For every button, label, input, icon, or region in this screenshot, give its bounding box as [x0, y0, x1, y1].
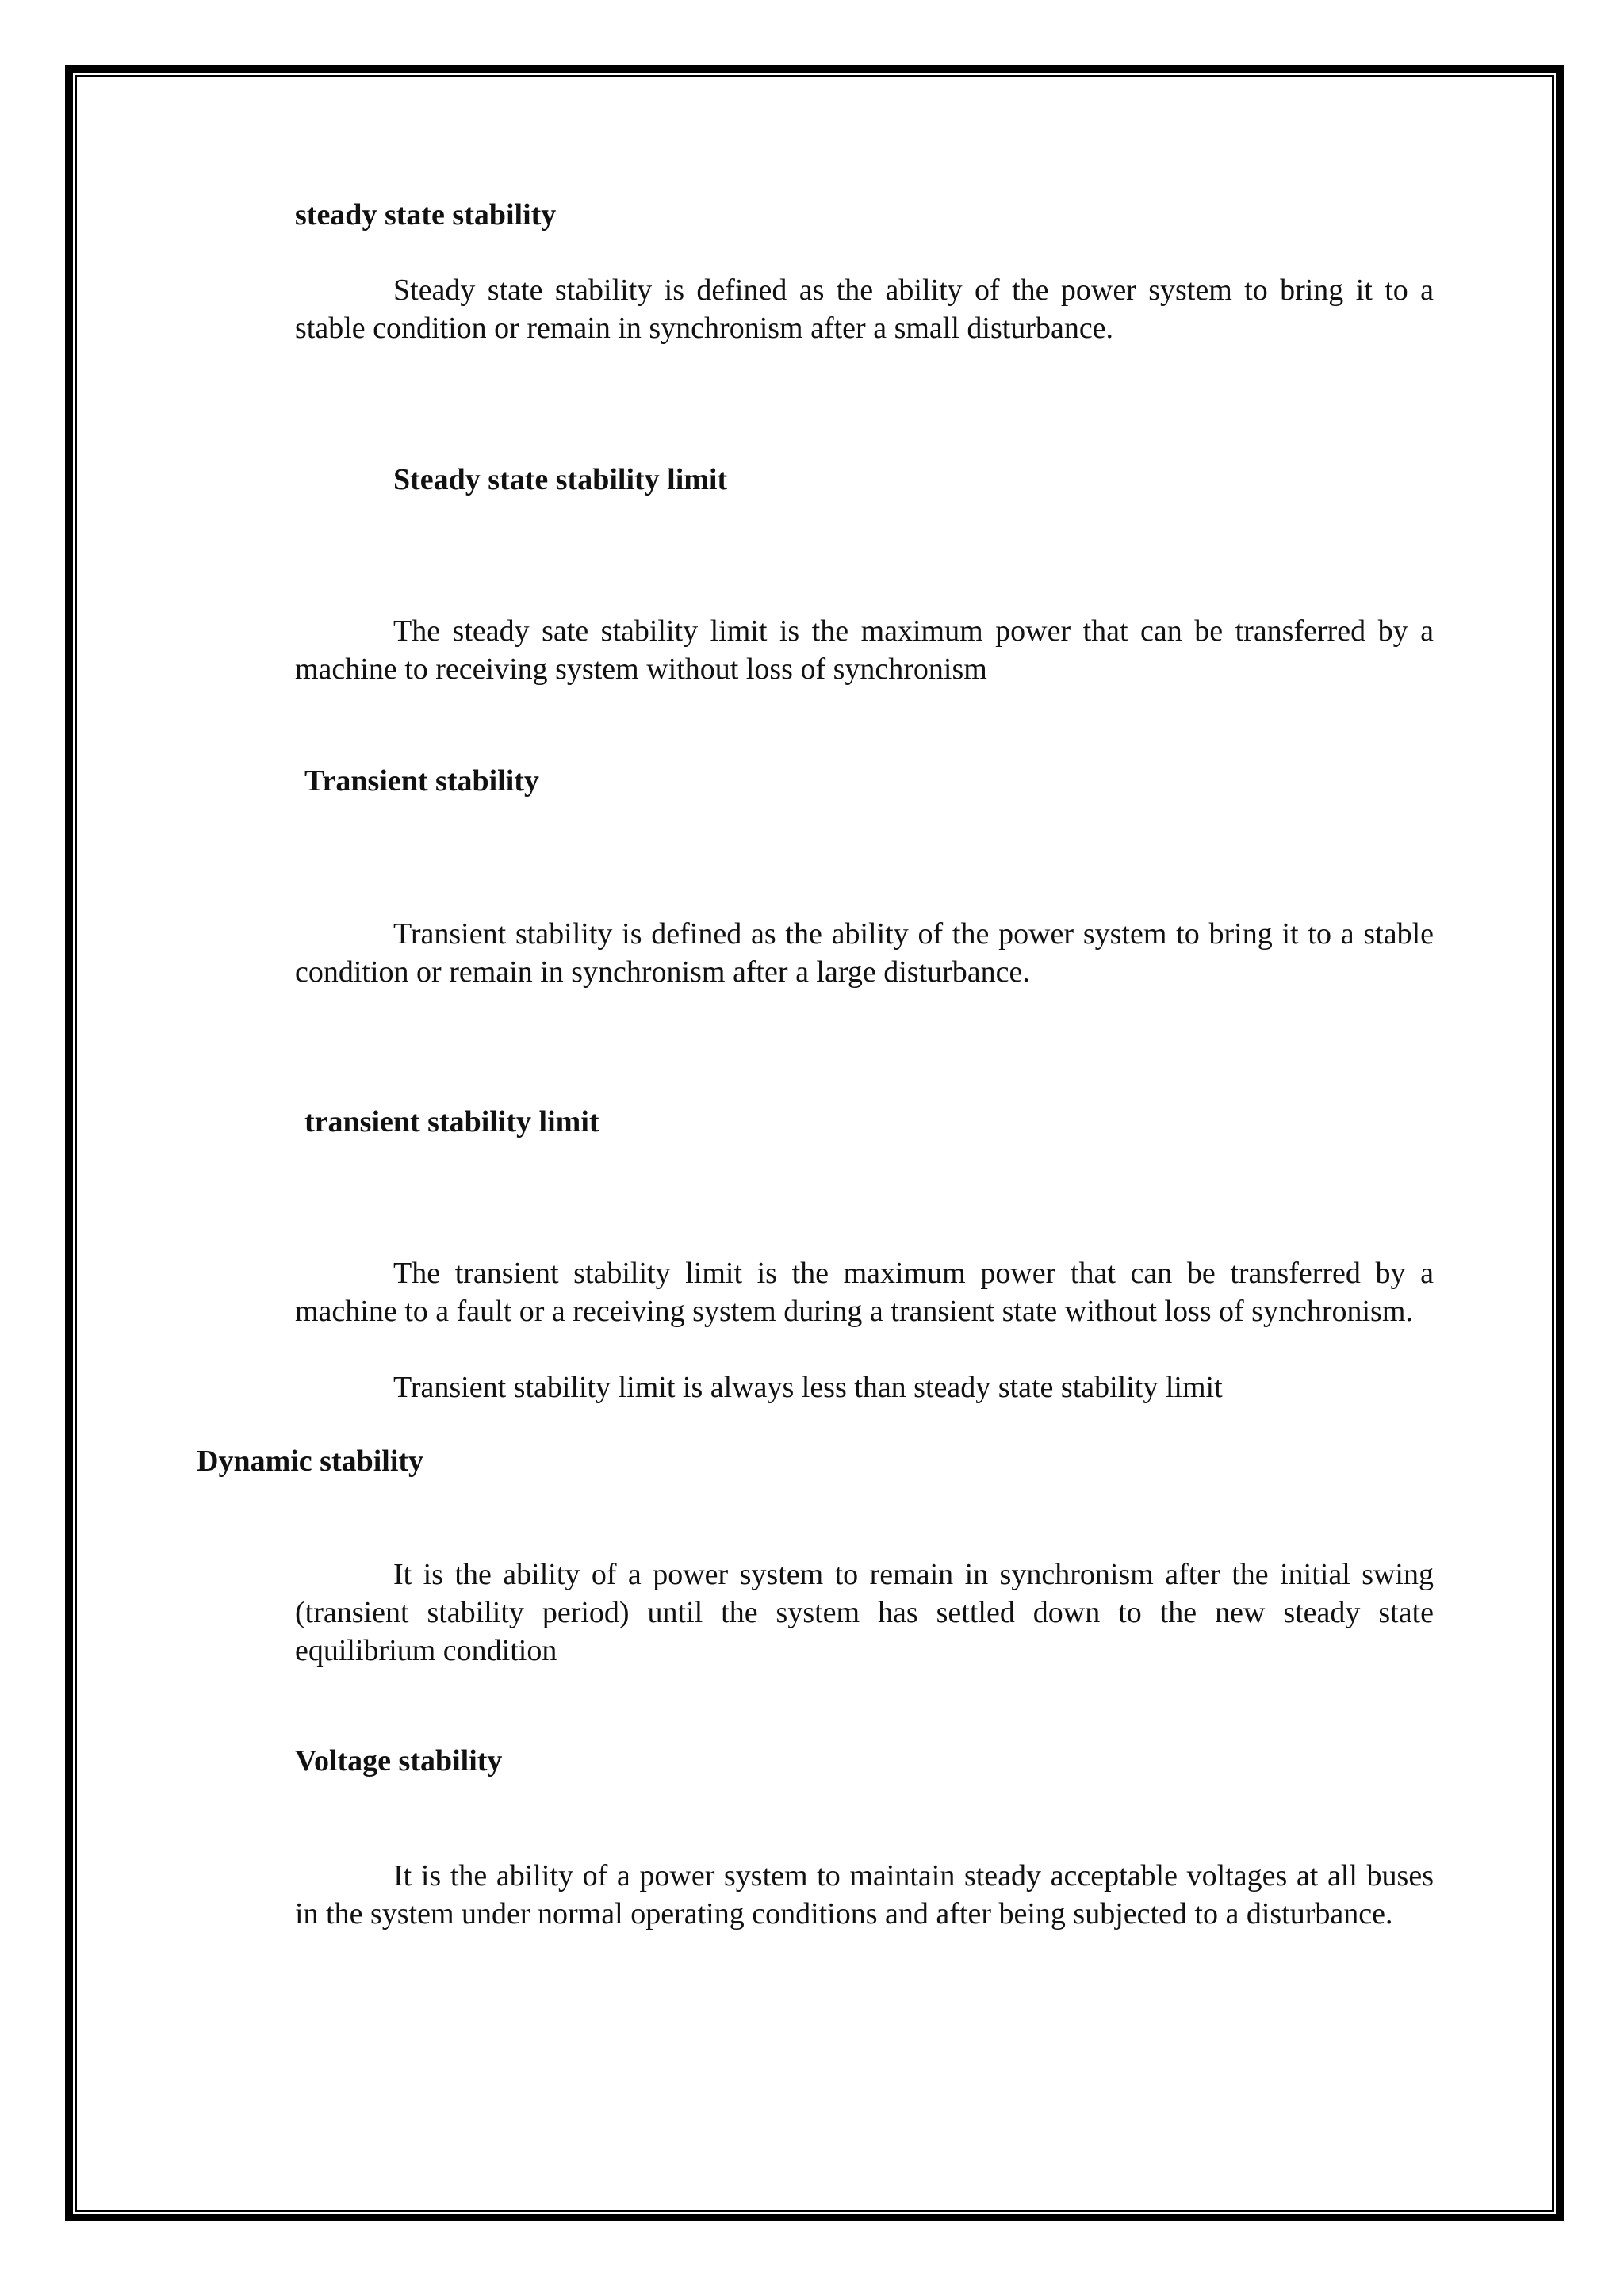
- note-transient-stability-limit: Transient stability limit is always less than steady state stability limit: [393, 1371, 1223, 1404]
- paragraph-text: It is the ability of a power system to remain in synchronism after the initial swing (transient stability period) until the system has settled down to the new steady state equilibrium condition: [295, 1558, 1434, 1667]
- paragraph-text: Steady state stability is defined as the ability of the power system to bring it to a stable condition or remain in synchronism after a small disturbance.: [295, 274, 1434, 345]
- heading-dynamic-stability: Dynamic stability: [197, 1445, 424, 1478]
- paragraph-dynamic-stability: [295, 1556, 1434, 1670]
- heading-steady-state-stability: steady state stability: [295, 198, 557, 232]
- paragraph-transient-stability-limit: [295, 1254, 1434, 1330]
- paragraph-text: Transient stability is defined as the ability of the power system to bring it to a stable condition or remain in synchronism after a large disturbance.: [295, 917, 1434, 989]
- paragraph-text: The steady sate stability limit is the maximum power that can be transferred by a machine to receiving system without loss of synchronism: [295, 614, 1434, 686]
- paragraph-steady-state-stability: [295, 271, 1434, 347]
- paragraph-text: The transient stability limit is the maximum power that can be transferred by a machine to a fault or a receiving system during a transient state without loss of synchronism.: [295, 1257, 1434, 1328]
- heading-transient-stability: Transient stability: [304, 764, 539, 798]
- heading-voltage-stability: Voltage stability: [295, 1744, 503, 1777]
- paragraph-text: It is the ability of a power system to maintain steady acceptable voltages at all buses in the system under normal operating conditions and after being subjected to a disturbance.: [295, 1859, 1434, 1931]
- heading-steady-state-stability-limit: Steady state stability limit: [393, 463, 728, 496]
- paragraph-steady-state-stability-limit: [295, 612, 1434, 688]
- heading-transient-stability-limit: transient stability limit: [304, 1105, 599, 1138]
- paragraph-voltage-stability: [295, 1857, 1434, 1933]
- paragraph-transient-stability: [295, 915, 1434, 991]
